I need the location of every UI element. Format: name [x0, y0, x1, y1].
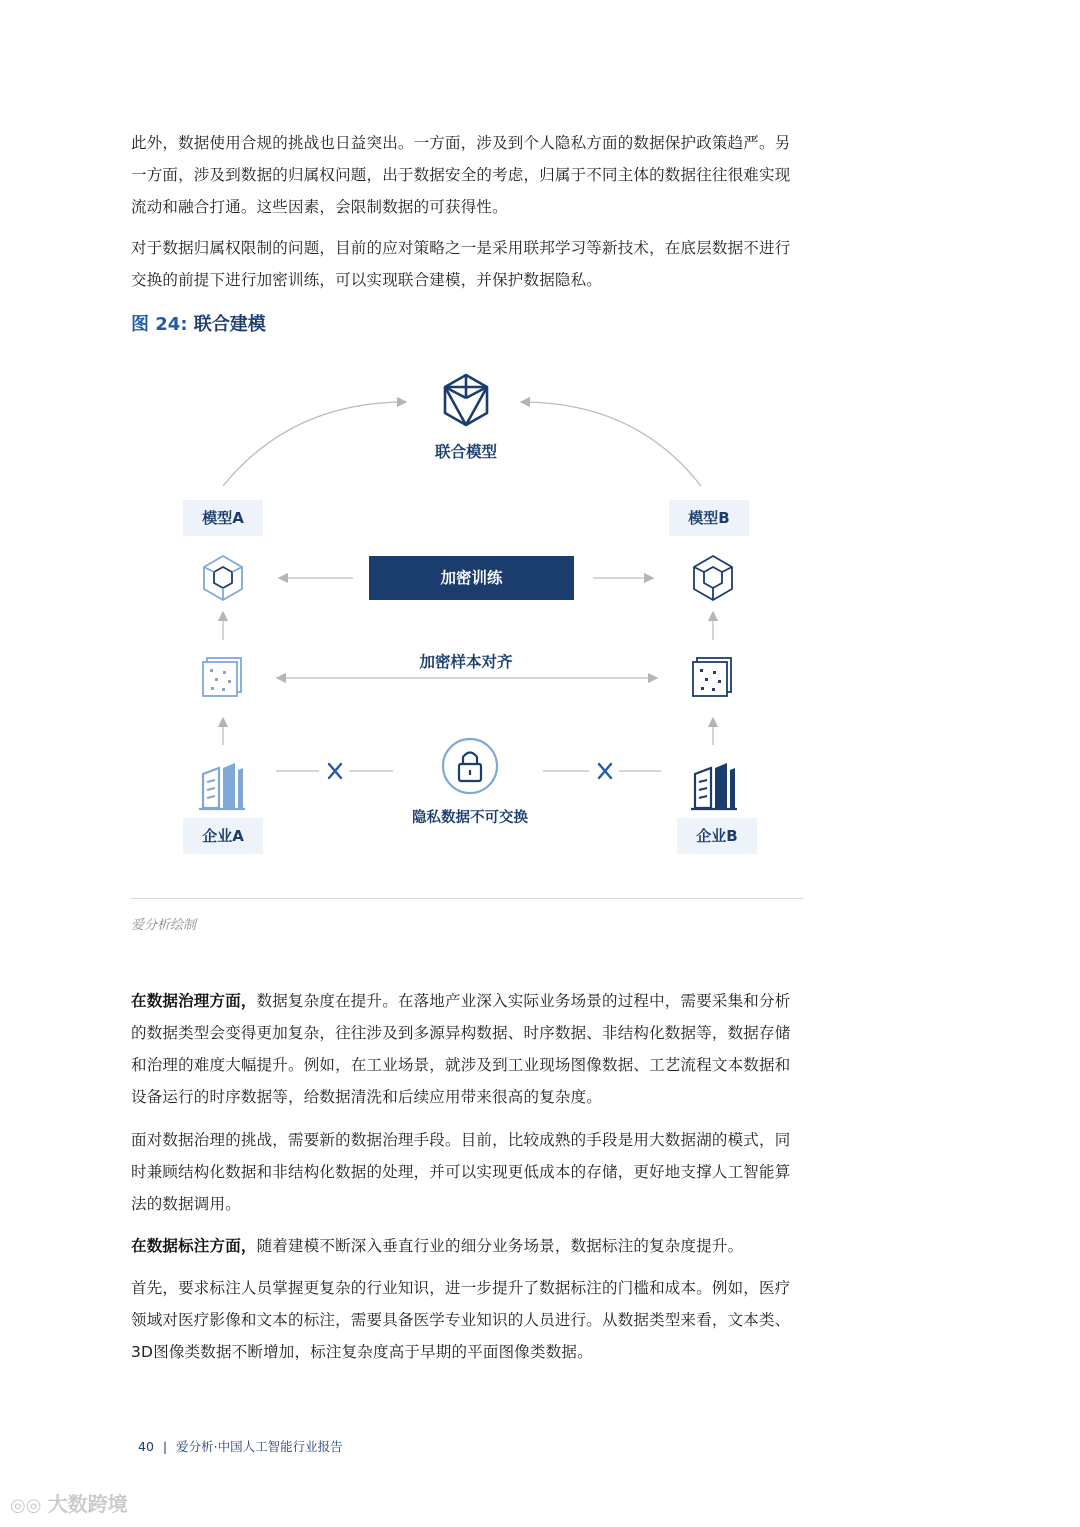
lock-icon — [443, 739, 497, 793]
page-number: 40 — [138, 1439, 154, 1454]
paragraph-data-governance — [131, 985, 803, 1113]
governance-text: 数据复杂度在提升。在落地产业深入实际业务场景的过程中，需要采集和分析的数据类型会变得更加复杂，往往涉及到多源异构数据、时序数据、非结构化数据等，数据存储和治理的难度大幅提升。例如，在工业场景，就涉及到工业现场图像数据、工艺流程文本数据和设备运行的时序数据等，给数据清洗和后续应用带来很高的复杂度。 — [131, 992, 791, 1106]
building-icon — [199, 763, 245, 809]
arc-left — [223, 402, 406, 486]
arc-right — [521, 402, 701, 486]
cross-icon — [599, 764, 611, 778]
watermark-text: 大数跨境 — [47, 1492, 128, 1516]
sample-alignment-label: 加密样本对齐 — [419, 653, 513, 671]
figure-number: 图 24: — [131, 314, 188, 335]
cross-icon — [329, 764, 341, 778]
footer-report-title: 爱分析·中国人工智能行业报告 — [176, 1439, 343, 1454]
footer-separator: | — [162, 1439, 168, 1454]
watermark — [10, 1488, 128, 1517]
data-matrix-icon — [203, 658, 241, 696]
joint-model-label: 联合模型 — [434, 443, 497, 461]
paragraph-data-lake: 面对数据治理的挑战，需要新的数据治理手段。目前，比较成熟的手段是用大数据湖的模式，同时兼顾结构化数据和非结构化数据的处理，并可以实现更低成本的存储，更好地支撑人工智能算法的数据调用。 — [131, 1131, 791, 1213]
paragraph-data-labeling — [131, 1230, 803, 1262]
paragraph-compliance: 此外，数据使用合规的挑战也日益突出。一方面，涉及到个人隐私方面的数据保护政策趋严。另一方面，涉及到数据的归属权问题，出于数据安全的考虑，归属于不同主体的数据往往很难实现流动和融合打通。这些因素，会限制数据的可获得性。 — [131, 134, 791, 216]
cube-icon — [694, 556, 732, 600]
encrypted-training-box: 加密训练 — [369, 556, 574, 600]
page-footer — [138, 1437, 343, 1455]
governance-lead: 在数据治理方面， — [131, 992, 257, 1010]
federated-modeling-diagram — [131, 350, 803, 880]
model-b-label: 模型B — [669, 500, 749, 536]
company-a-label: 企业A — [183, 818, 263, 854]
figure-source: 爱分析绘制 — [131, 918, 197, 933]
data-matrix-icon — [693, 658, 731, 696]
figure-title-text: 联合建模 — [193, 314, 266, 335]
model-a-label: 模型A — [183, 500, 263, 536]
diagram-graphics — [131, 350, 803, 880]
building-icon — [691, 763, 737, 809]
cube-network-icon — [445, 375, 487, 425]
paragraph-federated: 对于数据归属权限制的问题，目前的应对策略之一是采用联邦学习等新技术，在底层数据不进行交换的前提下进行加密训练，可以实现联合建模，并保护数据隐私。 — [131, 239, 791, 289]
paragraph-labeling-detail: 首先，要求标注人员掌握更复杂的行业知识，进一步提升了数据标注的门槛和成本。例如，医疗领域对医疗影像和文本的标注，需要具备医学专业知识的人员进行。从数据类型来看，文本类、3D图像类数据不断增加，标注复杂度高于早期的平面图像类数据。 — [131, 1279, 791, 1361]
cube-icon — [204, 556, 242, 600]
figure-title — [131, 310, 266, 336]
labeling-lead: 在数据标注方面， — [131, 1237, 257, 1255]
company-b-label: 企业B — [677, 818, 757, 854]
watermark-logo-icon: ◎◎ — [10, 1495, 48, 1516]
figure-divider — [131, 898, 803, 899]
privacy-label: 隐私数据不可交换 — [412, 810, 528, 826]
labeling-text: 随着建模不断深入垂直行业的细分业务场景，数据标注的复杂度提升。 — [256, 1237, 744, 1255]
